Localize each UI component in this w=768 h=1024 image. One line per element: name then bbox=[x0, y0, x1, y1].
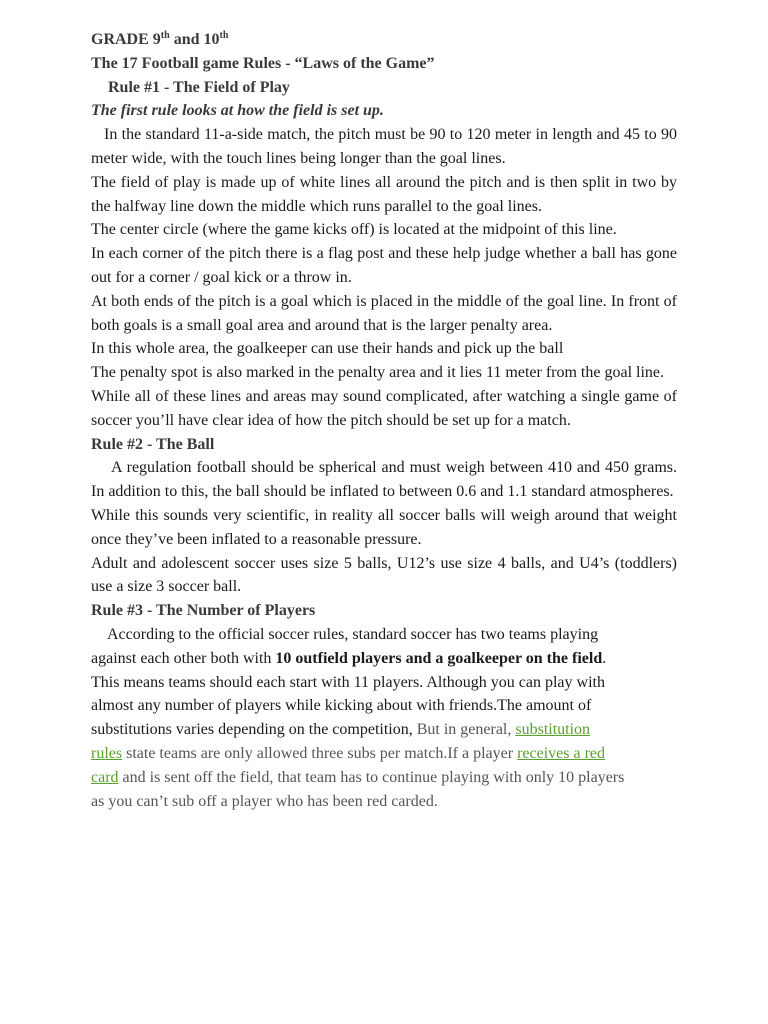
rule1-paragraph-5: At both ends of the pitch is a goal which is placed in the middle of the goal line. In front of both goals is a small goal area and around that is the larger penalty area. bbox=[91, 292, 677, 334]
rule3-heading: Rule #3 - The Number of Players bbox=[91, 602, 316, 620]
rule2-paragraph-3: Adult and adolescent soccer uses size 5 balls, U12’s use size 4 balls, and U4’s (toddlers) use a size 3 soccer ball. bbox=[91, 554, 677, 596]
rule1-paragraph-6: In this whole area, the goalkeeper can use their hands and pick up the ball bbox=[91, 340, 564, 358]
rule1-paragraph-8: While all of these lines and areas may sound complicated, after watching a single game of soccer you’ll have clear idea of how the pitch should be set up for a match. bbox=[91, 387, 677, 429]
rule3-line-1: According to the official soccer rules, standard soccer has two teams playing bbox=[107, 625, 599, 643]
rule2-paragraph-2: While this sounds very scientific, in reality all soccer balls will weigh around that weight once they’ve been inflated to a reasonable pressure. bbox=[91, 506, 677, 548]
document-page bbox=[91, 28, 677, 813]
red-card-link[interactable]: receives a red bbox=[517, 744, 605, 762]
document-title: The 17 Football game Rules - “Laws of the Game” bbox=[91, 54, 435, 72]
rule1-paragraph-3: The center circle (where the game kicks off) is located at the midpoint of this line. bbox=[91, 221, 617, 239]
rule3-line-2: against each other both with 10 outfield players and a goalkeeper on the field. bbox=[91, 649, 607, 667]
rule1-paragraph-4: In each corner of the pitch there is a flag post and these help judge whether a ball has gone out for a corner / goal kick or a throw in. bbox=[91, 245, 677, 286]
rule1-heading: Rule #1 - The Field of Play bbox=[108, 78, 290, 96]
rule3-line-6: rules state teams are only allowed three subs per match.If a player receives a red bbox=[91, 744, 605, 762]
substitution-rules-link-cont[interactable]: rules bbox=[91, 744, 123, 762]
rule3-line-7: card and is sent off the field, that team has to continue playing with only 10 players bbox=[91, 768, 625, 786]
rule3-line-5: substitutions varies depending on the competition, But in general, substitution bbox=[91, 721, 591, 739]
rule1-paragraph-2: The field of play is made up of white lines all around the pitch and is then split in two by the halfway line down the middle which runs parallel to the goal lines. bbox=[91, 173, 677, 215]
rule1-paragraph-1: In the standard 11-a-side match, the pitch must be 90 to 120 meter in length and 45 to 90 meter wide, with the touch lines being longer than the goal lines. bbox=[91, 126, 677, 167]
substitution-rules-link[interactable]: substitution bbox=[515, 721, 591, 739]
rule1-paragraph-7: The penalty spot is also marked in the penalty area and it lies 11 meter from the goal line. bbox=[91, 364, 665, 382]
red-card-link-cont[interactable]: card bbox=[91, 768, 119, 786]
rule3-line-4: almost any number of players while kicking about with friends.The amount of bbox=[91, 697, 592, 715]
rule2-paragraph-1: A regulation football should be spherical and must weigh between 410 and 450 grams. In addition to this, the ball should be inflated to between 0.6 and 1.1 standard atmospheres. bbox=[91, 459, 677, 501]
rule3-bold-phrase: 10 outfield players and a goalkeeper on the field bbox=[275, 649, 603, 667]
rule3-line-3: This means teams should each start with 11 players. Although you can play with bbox=[91, 673, 605, 691]
rule3-line-8: as you can’t sub off a player who has been red carded. bbox=[91, 792, 438, 810]
grade-heading: GRADE 9th and 10th bbox=[91, 30, 229, 48]
rule2-heading: Rule #2 - The Ball bbox=[91, 435, 215, 453]
rule1-subheading: The first rule looks at how the field is set up. bbox=[91, 102, 384, 120]
